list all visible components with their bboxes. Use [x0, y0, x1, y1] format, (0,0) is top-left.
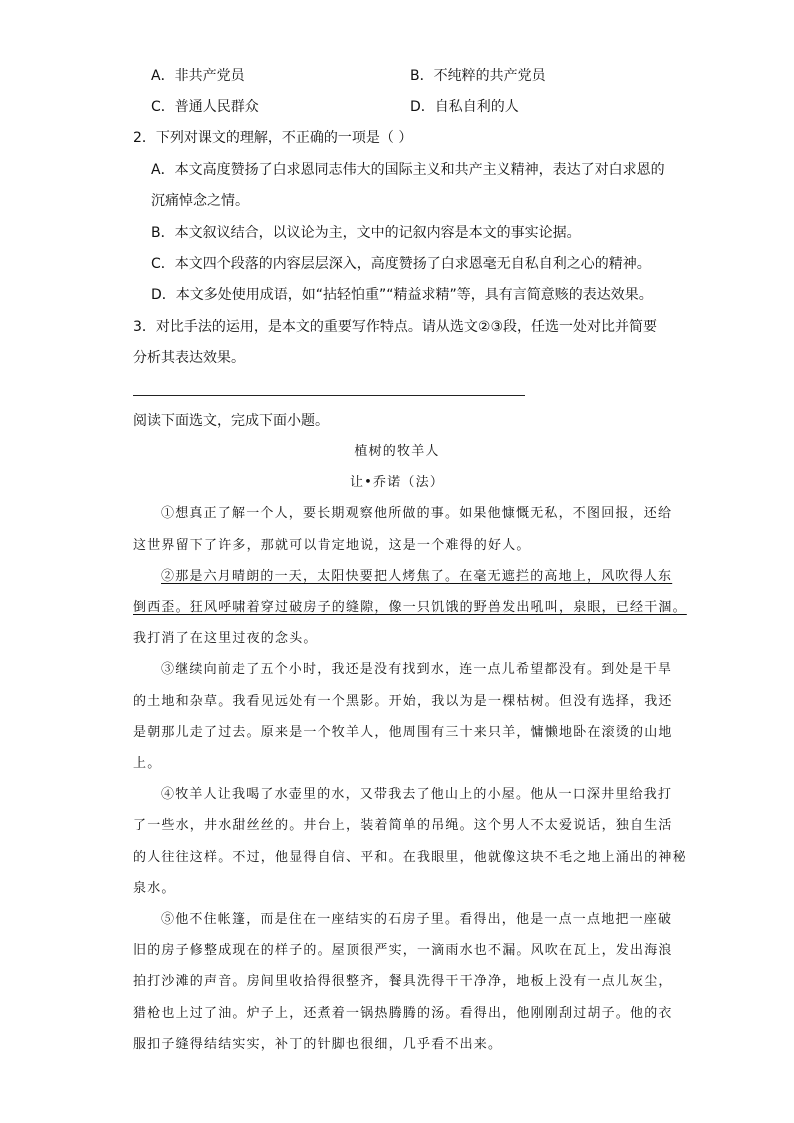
paragraph-1-line: 这世界留下了许多，那就可以肯定地说，这是一个难得的好人。 [133, 538, 531, 553]
q1-option-b: B．不纯粹的共产党员 [410, 68, 546, 84]
reading-intro: 阅读下面选文，完成下面小题。 [133, 413, 329, 429]
paragraph-3-line: ③继续向前走了五个小时，我还是没有找到水，连一点儿希望都没有。到处是干旱 [161, 662, 673, 677]
paragraph-4-line: 了一些水，井水甜丝丝的。井台上，装着简单的吊绳。这个男人不太爱说话，独自生活 [133, 818, 673, 833]
paragraph-5-line: 服扣子缝得结结实实，补丁的针脚也很细，几乎看不出来。 [133, 1037, 503, 1052]
passage-author: 让•乔诺（法） [349, 475, 445, 490]
q3-stem-line1: 3．对比手法的运用，是本文的重要写作特点。请从选文②③段，任选一处对比并简要 [133, 319, 658, 335]
paragraph-2-line: ②那是六月晴朗的一天，太阳快要把人烤焦了。在毫无遮拦的高地上，风吹得人东 [161, 569, 673, 584]
paragraph-5-line: 旧的房子修整成现在的样子的。屋顶很严实，一滴雨水也不漏。风吹在瓦上，发出海浪 [133, 943, 673, 958]
paragraph-1-line: ①想真正了解一个人，要长期观察他所做的事。如果他慷慨无私，不图回报，还给 [161, 506, 673, 521]
q2-option-a-line2: 沉痛悼念之情。 [151, 193, 249, 209]
q1-option-c: C．普通人民群众 [151, 99, 259, 115]
paragraph-5-line: ⑤他不住帐篷，而是住在一座结实的石房子里。看得出，他是一点一点地把一座破 [161, 912, 673, 927]
q3-stem-line2: 分析其表达效果。 [133, 350, 245, 366]
passage-title: 植树的牧羊人 [354, 444, 440, 459]
q2-stem: 2．下列对课文的理解，不正确的一项是（ ） [133, 130, 413, 146]
q2-option-a-line1: A．本文高度赞扬了白求恩同志伟大的国际主义和共产主义精神，表达了对白求恩的 [151, 162, 665, 178]
q1-option-a: A．非共产党员 [151, 68, 245, 84]
paragraph-5-line: 拍打沙滩的声音。房间里收拾得很整齐，餐具洗得干干净净，地板上没有一点儿灰尘， [133, 974, 673, 989]
paragraph-5-line: 猎枪也上过了油。炉子上，还煮着一锅热腾腾的汤。看得出，他刚刚刮过胡子。他的衣 [133, 1006, 673, 1021]
paragraph-4-line: 的人往往这样。不过，他显得自信、平和。在我眼里，他就像这块不毛之地上涌出的神秘 [133, 850, 687, 865]
paragraph-3-line: 的土地和杂草。我看见远处有一个黑影。开始，我以为是一棵枯树。但没有选择，我还 [133, 694, 673, 709]
q2-option-d: D．本文多处使用成语，如“拈轻怕重”“精益求精”等，具有言简意赅的表达效果。 [151, 287, 653, 303]
q2-option-c: C．本文四个段落的内容层层深入，高度赞扬了白求恩毫无自私自利之心的精神。 [151, 256, 651, 272]
q2-option-b: B．本文叙议结合，以议论为主，文中的记叙内容是本文的事实论据。 [151, 225, 581, 241]
answer-line [133, 395, 525, 396]
paragraph-4-line: ④牧羊人让我喝了水壶里的水，又带我去了他山上的小屋。他从一口深井里给我打 [161, 787, 673, 802]
paragraph-4-line: 泉水。 [133, 881, 176, 896]
paragraph-2-line: 我打消了在这里过夜的念头。 [133, 631, 318, 646]
paragraph-3-line: 上。 [133, 756, 162, 771]
paragraph-2-line: 倒西歪。狂风呼啸着穿过破房子的缝隙，像一只饥饿的野兽发出吼叫，泉眼，已经干涸。 [133, 600, 687, 615]
q1-option-d: D．自私自利的人 [410, 99, 519, 115]
paragraph-3-line: 是朝那儿走了过去。原来是一个牧羊人，他周围有三十来只羊，慵懒地卧在滚烫的山地 [133, 725, 673, 740]
